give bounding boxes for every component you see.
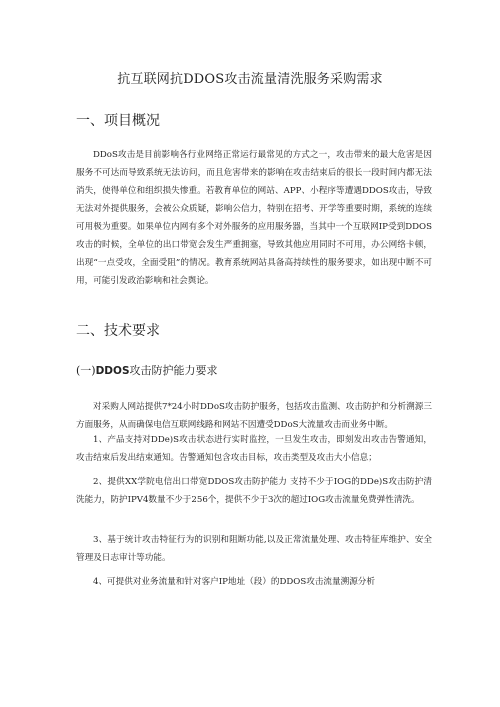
section-heading-overview: 一、项目概况	[76, 113, 160, 129]
overview-paragraph: DDoS攻击是目前影响各行业网络正常运行最常见的方式之一，攻击带来的最大危害是因服务不可达而导致系统无法访问，而且危害带来的影响在攻击结束后的很长一段时间内都无法消失，使得单位和组织损失惨重。若教育单位的网站、APP、小程序等遭遇DDOS攻击，导致无法对外提供服务，会被公众质疑，影响公信力，特别在招考、开学等重要时期，系统的连续可用极为重要。如果单位内网有多个对外服务的应用服务器，当其中一个互联网IP受到DDOS攻击的时候，全单位的出口带宽会发生严重拥塞，导致其他应用同时不可用，办公网络卡顿，出现“一点受攻，全面受阻”的情况。教育系统网站具备高持续性的服务要求，如出现中断不可用，可能引发政治影响和社会舆论。	[76, 150, 432, 286]
section-heading-technical: 二、技术要求	[76, 323, 160, 339]
subsection-heading-text: 攻击防护能力要求	[129, 364, 218, 377]
subsection-prefix: (一)	[76, 364, 96, 377]
requirement-item-4: 4、可提供对业务流量和针对客户IP地址（段）的DDOS攻击流量溯源分析	[93, 577, 375, 587]
document-title: 抗互联网抗DDOS攻击流量清洗服务采购需求	[117, 72, 383, 87]
requirement-item-1: 1、产品支持对DDe)S攻击状态进行实时监控，一旦发生攻击，即刻发出攻击告警通知，攻击结束后发出结束通知。告警通知包含攻击目标，攻击类型及攻击大小信息；	[76, 435, 432, 463]
subsection-ddos-label: DDOS	[95, 365, 130, 377]
subsection-heading-ddos	[76, 362, 218, 378]
requirement-intro-paragraph: 对采购人网站提供7*24小时DDoS攻击防护服务，包括攻击监测、攻击防护和分析溯源三方面服务，从而确保电信互联网线路和网站不因遭受DDoS大流量攻击而业务中断。	[76, 402, 432, 430]
requirement-item-3: 3、基于统计攻击特征行为的识别和阻断功能,以及正常流量处理、攻击特征库维护、安全管理及日志审计等功能。	[76, 535, 432, 563]
requirement-item-2: 2、提供XX学院电信出口带宽DDOS攻击防护能力 支持不少于IOG的DDe)S攻击防护清洗能力，防护IPV4数量不少于256个，提供不少于3次的超过IOG攻击流量免费弹性清洗。	[76, 477, 432, 505]
